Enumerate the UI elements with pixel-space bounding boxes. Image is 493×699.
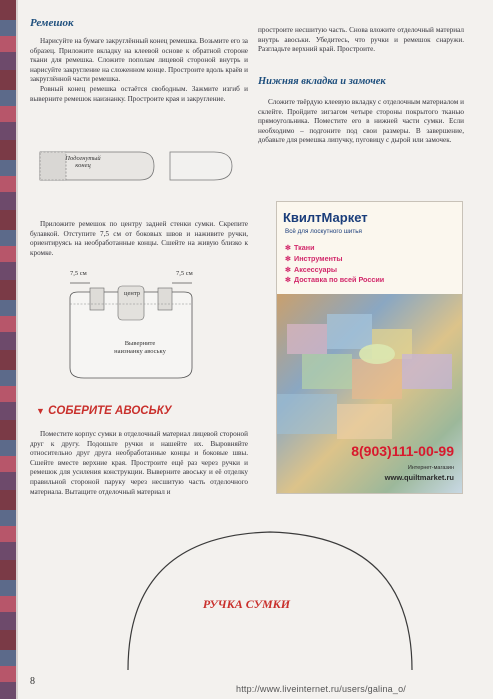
ad-item: ✻ Инструменты: [285, 254, 343, 263]
attach-instructions: [30, 220, 248, 258]
ad-tagline: Всё для лоскутного шитья: [285, 228, 362, 235]
measure-left-label: 7,5 см: [70, 270, 87, 277]
section-title-strap: Ремешок: [30, 17, 74, 29]
assemble-paragraph: Поместите корпус сумки в отделочный материал лицевой стороной друг к другу. Подошьте ручки и нашейте их. Выровняйте относительно друг друга необработанные концы и боковые швы. Сшейте вместе верхние края. Простроите ещё раз через ручки и ремешок для усиления конструкции. Выверните авоську и её отделку правильной стороной паруку через несшитую часть отделочного материала. Вытащите отделочный материал и: [30, 430, 248, 496]
ad-item: ✻ Ткани: [285, 243, 315, 252]
bottom-insert-instructions: [258, 98, 464, 146]
attach-paragraph: Приложите ремешок по центру задней стенки сумки. Скрепите булавкой. Отступите 7,5 см от боковых швов и наживите ручки, ориентируясь на необработанные концы. Сшейте на живую близко к кромке.: [30, 220, 248, 257]
bag-inner-label-line1: Выверните: [124, 340, 156, 347]
ad-item: ✻ Аксессуары: [285, 265, 338, 274]
assemble-title: СОБЕРИТЕ АВОСЬКУ: [48, 405, 172, 417]
handle-template-label: РУЧКА СУМКИ: [202, 597, 291, 611]
page-edge: [16, 0, 18, 699]
source-url: http://www.liveinternet.ru/users/galina_o/: [236, 684, 406, 694]
strap-fold-label: Подогнутый конец: [65, 155, 101, 169]
star-icon: ✻: [285, 265, 292, 274]
page-number: 8: [30, 676, 35, 687]
continued-instructions: [258, 26, 464, 55]
triangle-marker-icon: ▼: [36, 406, 45, 416]
ad-website: www.quiltmarket.ru: [384, 473, 454, 482]
quiltmarket-ad: [276, 201, 463, 494]
measure-right-label: 7,5 см: [176, 270, 193, 277]
assemble-heading: [36, 405, 172, 417]
ad-shop-label: Интернет-магазин: [407, 465, 454, 471]
ad-phone: 8(903)111-00-99: [351, 443, 454, 459]
ad-item: ✻ Доставка по всей России: [285, 275, 385, 284]
assemble-instructions: [30, 430, 248, 497]
center-label: центр: [124, 290, 141, 297]
strap-instructions: [30, 37, 248, 104]
section-title-bottom-insert: Нижняя вкладка и замочек: [258, 76, 386, 87]
star-icon: ✻: [285, 254, 292, 263]
bag-inner-label: [104, 340, 176, 356]
bottom-insert-paragraph: Сложите твёрдую клеевую вкладку с отделочным материалом и склейте. Пройдите зигзагом четыре стороны покрытого тканью прямоугольника. Поместите его в нижней части сумки. Если необходимо – подгоните под свои размеры. В завершение, добавьте для ремешка липучку, пуговицу с дырой или замочек.: [258, 98, 464, 145]
star-icon: ✻: [285, 243, 292, 252]
ad-item-list: [285, 242, 385, 284]
strap-paragraph-1: Нарисуйте на бумаге закруглённый конец ремешка. Возьмите его за образец. Приложите вкладку на клеевой основе к обратной стороне ткани для ремешка. Сложите пополам лицевой стороной внутрь и нарисуйте закругление на сложенном конце. Простроите вдоль краёв и закруглённой части ремешка.: [30, 37, 248, 84]
patchwork-pattern: [277, 294, 462, 493]
strap-paragraph-2: Ровный конец ремешка остаётся свободным. Зажмите изгиб и выверните ремешок наизнанку. Простроите края и закругление.: [30, 84, 248, 103]
continued-paragraph: простроите несшитую часть. Снова вложите отделочный материал внутрь авоськи. Убедитесь, что ручки и ремешок снаружи. Разгладьте верхний край. Простроите.: [258, 26, 464, 54]
decorative-left-strip: [0, 0, 16, 699]
bag-inner-label-line2: наизнанку авоську: [114, 348, 166, 355]
patchwork-photo: [277, 294, 462, 493]
star-icon: ✻: [285, 275, 292, 284]
ad-brand: КвилтМаркет: [283, 210, 368, 225]
